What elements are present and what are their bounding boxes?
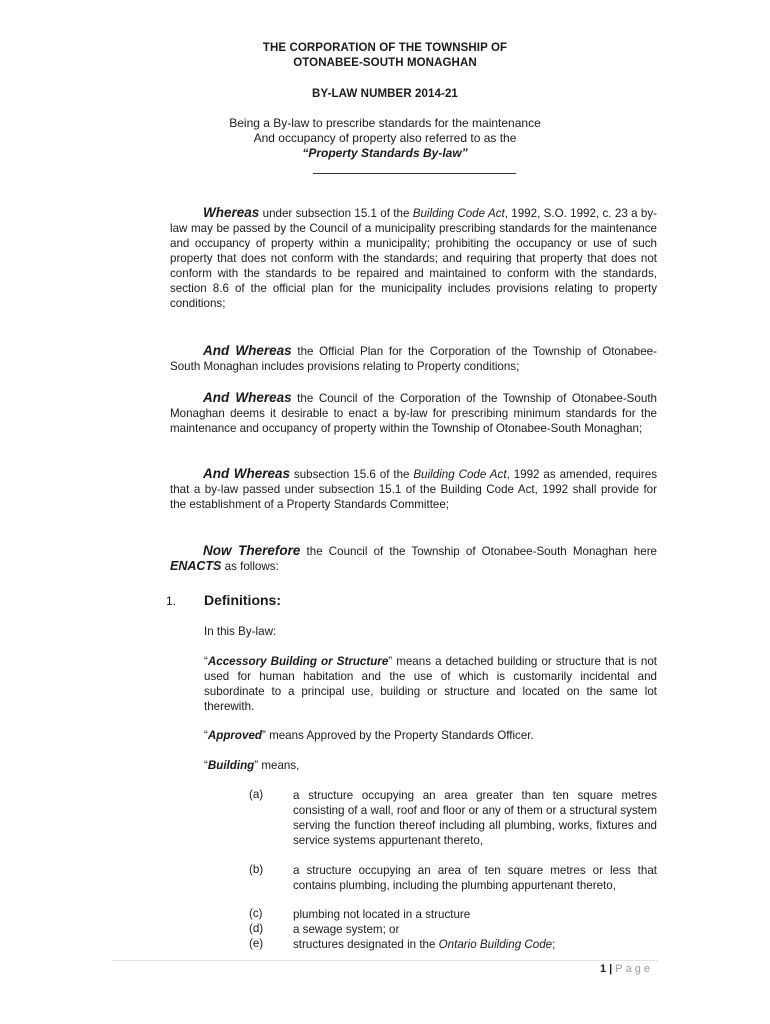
definitions-intro: In this By-law: [204,625,277,638]
list-item-text: a structure occupying an area of ten square metres or less that contains plumbing, including the plumbing appurtenant thereto, [293,864,657,892]
recital-lead: Whereas [203,205,260,220]
act-name: Building Code Act [413,468,507,481]
page-label: Page [615,963,653,975]
recital-lead: And Whereas [203,390,292,405]
header-line-1: THE CORPORATION OF THE TOWNSHIP OF [262,42,508,54]
enacts-word: ENACTS [170,559,222,573]
list-item-text [293,937,657,952]
definition-accessory-building [204,654,657,714]
definition-text: ” means, [254,759,300,772]
open-quote: “ [204,729,208,742]
recital-text: under subsection 15.1 of the [259,207,413,220]
recital-text: the Council of the Corporation of the Township of Otonabee-South Monaghan deems it desirable to enact a by-law for prescribing minimum standards for the maintenance and occupancy of property within the Township of Otonabee-South Monaghan; [170,392,657,435]
list-item-text: a structure occupying an area greater than ten square metres consisting of a wall, roof and floor or any of them or a structural system serving the function thereof including all plumbing, works, fixtures and service systems appurtenant thereto, [293,789,657,847]
header-line-2: OTONABEE-SOUTH MONAGHAN [293,57,477,69]
recital-lead: Now Therefore [203,543,301,558]
short-title: “Property Standards By-law” [302,146,468,160]
purpose-line-1: Being a By-law to prescribe standards for the maintenance [229,116,541,130]
item-text-part: structures designated in the [293,938,439,951]
list-item-label: (b) [249,863,264,876]
list-item-label: (d) [249,922,264,935]
bylaw-number: BY-LAW NUMBER 2014-21 [312,88,458,100]
section-title: Definitions: [204,592,281,608]
list-item-label: (a) [249,788,264,801]
recital-whereas [170,205,657,311]
definition-building [204,758,657,773]
footer-separator: | [609,963,613,975]
section-number: 1. [166,594,177,608]
recital-text: , 1992, S.O. 1992, c. 23 a by-law may be passed by the Council of a municipality prescribing standards for the maintenance and occupancy of property within a municipality; prohibiting the occupancy or use of such property that does not conform with the standards; and requiring that property that does not conform with the standards to be repaired and maintained to conform with the standards, section 8.6 of the official plan for the municipality includes provisions relating to property conditions; [170,207,657,310]
definition-approved [204,728,657,743]
definition-text: ” means Approved by the Property Standards Officer. [261,729,534,742]
recital-text: as follows: [221,560,279,573]
page-number: 1 [599,963,607,975]
recital-text: subsection 15.6 of the [289,468,414,481]
open-quote: “ [204,655,208,668]
code-name: Ontario Building Code [438,938,553,951]
definition-text: ” means a detached building or structure that is not used for human habitation and the use of which is customarily incidental and subordinate to a principal use, building or structure and located on the same lot therewith. [204,655,657,713]
recital-text: , 1992 as amended, requires that a by-law passed under subsection 15.1 of the Building Code Act, 1992 shall provide for the establishment of a Property Standards Committee; [170,468,657,511]
recital-text: the Council of the Township of Otonabee-South Monaghan here [300,545,657,558]
defined-term: Building [207,759,255,772]
defined-term: Accessory Building or Structure [207,655,389,668]
recital-now-therefore [170,543,657,574]
recital-and-whereas-3 [170,466,657,512]
list-item-text: plumbing not located in a structure [293,908,471,921]
title-divider [313,173,516,174]
recital-text: the Official Plan for the Corporation of the Township of Otonabee-South Monaghan includes provisions relating to Property conditions; [170,345,657,373]
open-quote: “ [204,759,208,772]
list-item-label: (e) [249,937,264,950]
recital-lead: And Whereas [203,343,292,358]
purpose-line-2: And occupancy of property also referred to as the [253,131,517,145]
recital-and-whereas-1 [170,343,657,374]
recital-lead: And Whereas [203,466,290,481]
footer-divider [112,960,658,961]
recital-and-whereas-2 [170,390,657,436]
list-item-label: (c) [249,907,263,920]
page-footer [600,963,653,975]
defined-term: Approved [207,729,262,742]
item-text-part: ; [552,938,556,951]
act-name: Building Code Act [412,207,505,220]
list-item-text: a sewage system; or [293,923,400,936]
